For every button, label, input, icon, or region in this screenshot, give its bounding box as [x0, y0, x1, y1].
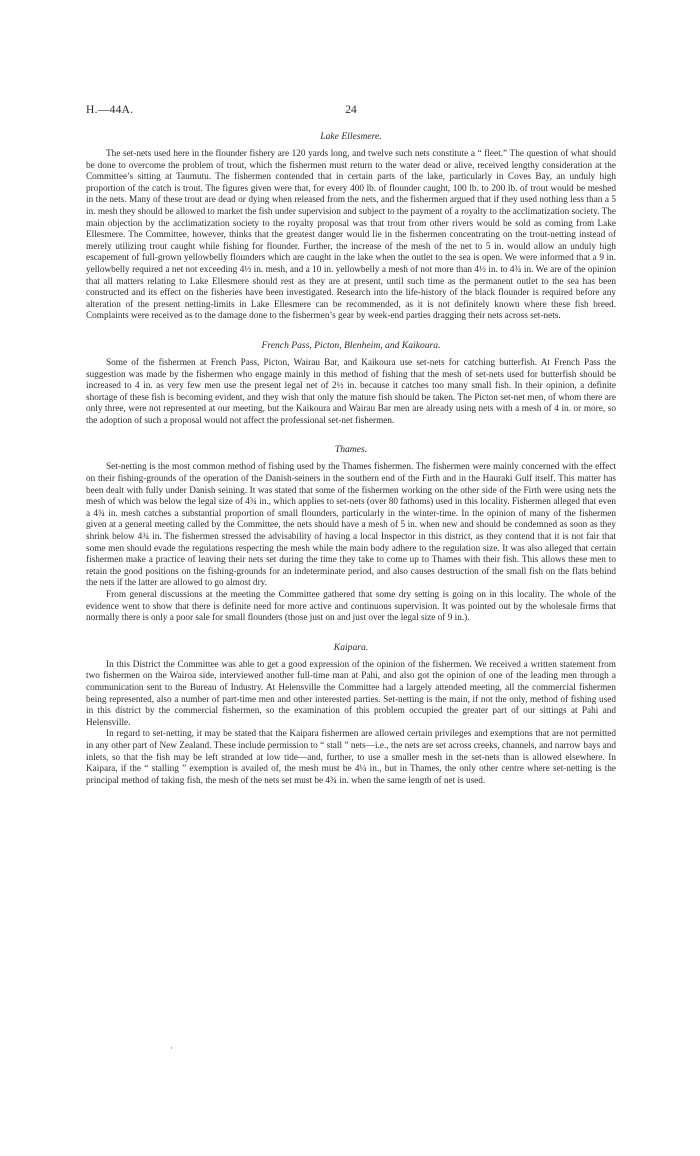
print-mark: · — [170, 1043, 173, 1053]
page-header — [86, 104, 616, 120]
page-number: 24 — [345, 104, 357, 116]
section-title: Thames. — [334, 444, 368, 456]
page-body — [86, 131, 616, 787]
paragraph: From general discussions at the meeting the Committee gathered that some dry setting is going on in this locality. The whole of the evidence went to show that there is definite need for more active and continuous supervision. It was pointed out by the wholesale firms that normally there is only a poor sale for small flounders (those just on and just over the legal size of 9 in.). — [86, 590, 616, 624]
document-reference: H.—44A. — [86, 104, 134, 116]
section-title: Lake Ellesmere. — [320, 131, 382, 142]
section-title: Kaipara. — [333, 641, 369, 653]
section-kaipara — [86, 642, 616, 788]
paragraph: In regard to set-netting, it may be stated that the Kaipara fishermen are allowed certain privileges and exemptions that are not permitted in any other part of New Zealand. These include permission to “ stall ” nets—i.e., the nets are set across creeks, channels, and narrow bays and inlets, so that the fish may be left stranded at low tide—and, further, to use a smaller mesh in the set-nets than is allowed elsewhere. In Kaipara, if the “ stalling ” exemption is availed of, the mesh must be 4¼ in., but in Thames, the only other centre where set-netting is the principal method of taking fish, the mesh of the nets set must be 4¾ in. when the same length of net is used. — [86, 729, 616, 786]
section-thames — [86, 444, 616, 624]
paragraph: Some of the fishermen at French Pass, Picton, Wairau Bar, and Kaikoura use set-nets for catching butterfish. At French Pass the suggestion was made by the fishermen who engage mainly in this method of fishing that the mesh of set-nets used for butterfish should be increased to 4 in. as very few men use the present legal net of 2½ in. because it catches too many small fish. In their opinion, a definite shortage of these fish is becoming evident, and they wish that only the mature fish should be taken. The Picton set-net men, of whom there are only three, were not represented at our meeting, but the Kaikoura and Wairau Bar men are already using nets with a mesh of 4 in. or more, so the adoption of such a proposal would not affect the professional set-net fishermen. — [86, 357, 616, 426]
paragraph: In this District the Committee was able to get a good expression of the opinion of the fishermen. We received a written statement from two fishermen on the Wairoa side, interviewed another full-time man at Pahi, and also got the opinion of one of the leading men through a communication sent to the Bureau of Industry. At Helensville the Committee had a largely attended meeting, all the commercial fishermen being represented, also a number of part-time men and other interested parties. Set-netting is the main, if not the only, method of fishing used in this district by the commercial fishermen, so the examination of this problem occupied the greater part of our sittings at Pahi and Helensville. — [86, 659, 616, 728]
section-french-pass — [86, 340, 616, 428]
section-title: French Pass, Picton, Blenheim, and Kaikoura. — [261, 339, 441, 351]
paragraph: Set-netting is the most common method of fishing used by the Thames fishermen. The fishermen were mainly concerned with the effect on their fishing-grounds of the operation of the Danish-seiners in the southern end of the Firth and in the Hauraki Gulf itself. This matter has been dealt with fully under Danish seining. It was stated that some of the fishermen working on the other side of the Firth were using nets the mesh of which was below the legal size of 4¾ in., which applies to set-nets (over 80 fathoms) used in this locality. Fishermen alleged that even a 4¾ in. mesh catches a substantial proportion of small flounders, particularly in the winter-time. In the opinion of many of the fishermen given at a general meeting called by the Committee, the nets should have a mesh of 5 in. when new and should be condemned as soon as they shrink below 4¾ in. The fishermen stressed the advisability of having a local Inspector in this district, as they contend that it is not fair that some men should evade the regulations respecting the mesh while the main body adhere to the regulation size. It was also alleged that certain fishermen make a practice of leaving their nets set during the time they take to come up to Thames with their fish. This allows these men to retain the good positions on the fishing-grounds for an indeterminate period, and also causes destruction of the small fish on the flats behind the nets if the latter are allowed to go almost dry. — [86, 462, 616, 589]
section-lake-ellesmere — [86, 131, 616, 323]
paragraph: The set-nets used here in the flounder fishery are 120 yards long, and twelve such nets constitute a “ fleet.” The question of what should be done to overcome the problem of trout, which the fishermen must return to the water dead or alive, received lengthy consideration at the Committee’s sitting at Taumutu. The fishermen contended that in certain parts of the lake, particularly in Coves Bay, an unduly high proportion of the catch is trout. The figures given were that, for every 400 lb. of flounder caught, 100 lb. to 200 lb. of trout would be meshed in the nets. Many of these trout are dead or dying when released from the nets, and the fishermen argued that if they used nothing less than a 5 in. mesh they should be allowed to market the fish under supervision and subject to the payment of a royalty to the acclimatization society. The main objection by the acclimatization society to the royalty proposal was that trout from other rivers would be sold as coming from Lake Ellesmere. The Committee, however, thinks that the greatest danger would lie in the fishermen concentrating on the trout-netting instead of merely utilizing trout caught while fishing for flounder. Further, the increase of the mesh of the net to 5 in. would allow an unduly high escapement of full-grown yellowbelly flounders which are caught in the lake when the outlet to the sea is open. We were informed that a 9 in. yellowbelly required a net not exceeding 4½ in. mesh, and a 10 in. yellowbelly a mesh of not more than 4½ in. to 4¾ in. We are of the opinion that all matters relating to Lake Ellesmere should rest as they are at present, until such time as the permanent outlet to the sea has been constructed and its effect on the fisheries have been investigated. Research into the life-history of the black flounder is required before any alteration of the present netting-limits in Lake Ellesmere can be recommended, as it is not definitely known where these fish breed. Complaints were received as to the damage done to the fishermen’s gear by week-end parties dragging their nets across set-nets. — [86, 149, 616, 322]
